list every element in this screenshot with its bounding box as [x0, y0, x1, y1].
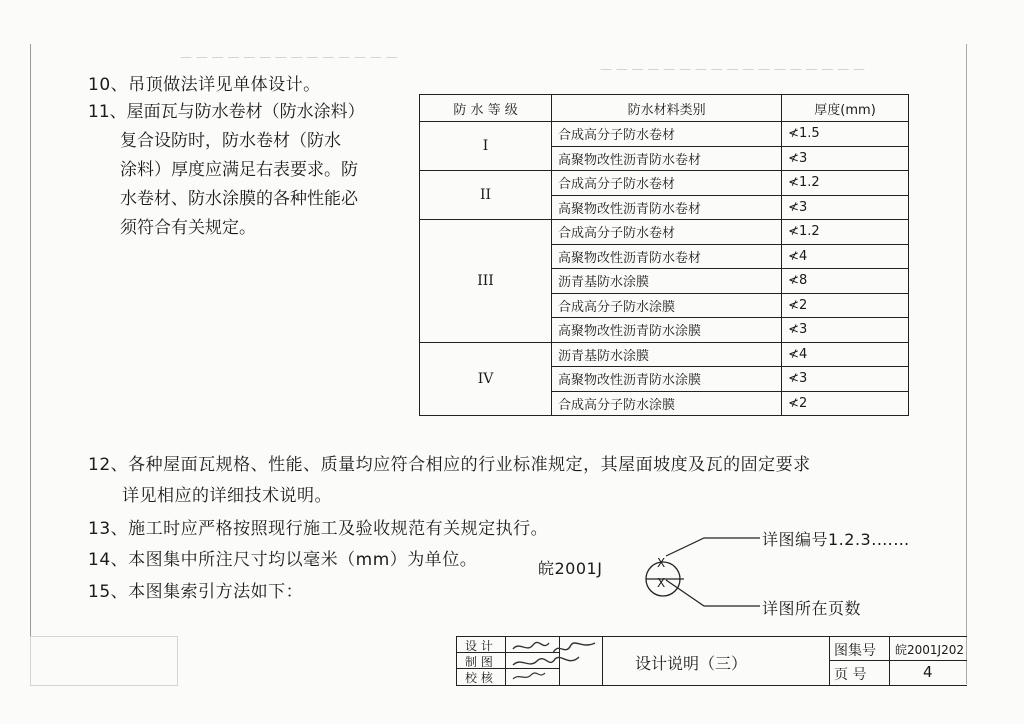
leader-lines	[660, 526, 770, 616]
note-10: 10、吊顶做法详见单体设计。	[88, 75, 321, 95]
thickness-cell: ≮1.2	[782, 220, 909, 245]
table-row	[420, 220, 909, 245]
detail-page-label: 详图所在页数	[762, 599, 862, 618]
material-cell: 合成高分子防水涂膜	[552, 293, 782, 318]
material-cell: 高聚物改性沥青防水涂膜	[552, 318, 782, 343]
check-label: 校 核	[465, 671, 493, 685]
thickness-cell: ≮8	[782, 269, 909, 294]
material-cell: 高聚物改性沥青防水涂膜	[552, 367, 782, 392]
waterproof-thickness-table	[419, 94, 909, 416]
thickness-cell: ≮3	[782, 146, 909, 171]
title-block	[456, 636, 967, 686]
divider	[889, 637, 890, 685]
atlas-no-label: 图集号	[834, 643, 876, 659]
note-11-line: 水卷材、防水涂膜的各种性能必	[120, 189, 358, 209]
divider	[829, 660, 967, 661]
thickness-cell: ≮3	[782, 195, 909, 220]
grade-cell: IV	[420, 342, 552, 416]
thickness-cell: ≮1.2	[782, 171, 909, 196]
header-thickness: 厚度(mm)	[782, 95, 909, 122]
note-13: 13、施工时应严格按照现行施工及验收规范有关规定执行。	[88, 519, 549, 539]
material-cell: 高聚物改性沥青防水卷材	[552, 146, 782, 171]
ghost-title-block	[30, 636, 178, 686]
note-11-line: 涂料）厚度应满足右表要求。防	[120, 160, 358, 180]
note-11-line: 复合设防时，防水卷材（防水	[120, 131, 341, 151]
table-row	[420, 171, 909, 196]
table-header-row	[420, 95, 909, 122]
material-cell: 沥青基防水涂膜	[552, 342, 782, 367]
grade-cell: II	[420, 171, 552, 220]
note-11-line: 须符合有关规定。	[120, 218, 256, 238]
divider	[829, 637, 830, 685]
note-11	[88, 98, 365, 243]
sheet-right-border	[966, 44, 967, 684]
atlas-no: 皖2001J202	[895, 643, 964, 657]
thickness-cell: ≮3	[782, 318, 909, 343]
material-cell: 合成高分子防水卷材	[552, 171, 782, 196]
note-12-line1: 12、各种屋面瓦规格、性能、质量均应符合相应的行业标准规定，其屋面坡度及瓦的固定要求	[88, 455, 811, 475]
bleed-through-text: — — — — — — — — — — — — — —	[180, 50, 398, 64]
thickness-cell: ≮4	[782, 244, 909, 269]
bleed-through-text: — — — — — — — — — — — — — — — — —	[600, 62, 866, 76]
divider	[602, 637, 603, 685]
grade-cell: I	[420, 122, 552, 171]
thickness-cell: ≮3	[782, 367, 909, 392]
page-no-label: 页 号	[834, 667, 867, 683]
thickness-cell: ≮1.5	[782, 122, 909, 147]
material-cell: 合成高分子防水卷材	[552, 122, 782, 147]
sheet-title: 设计说明（三）	[635, 654, 748, 673]
grade-cell: III	[420, 220, 552, 343]
header-material: 防水材料类别	[552, 95, 782, 122]
table-row	[420, 122, 909, 147]
page-no: 4	[923, 663, 933, 681]
note-11-line: 11、屋面瓦与防水卷材（防水涂料）	[88, 102, 365, 122]
handwritten-signature	[509, 639, 599, 683]
table-row	[420, 342, 909, 367]
thickness-cell: ≮4	[782, 342, 909, 367]
material-cell: 高聚物改性沥青防水卷材	[552, 195, 782, 220]
material-cell: 高聚物改性沥青防水卷材	[552, 244, 782, 269]
note-14: 14、本图集中所注尺寸均以毫米（mm）为单位。	[88, 550, 478, 570]
design-label: 设 计	[465, 639, 493, 653]
draw-label: 制 图	[465, 655, 493, 669]
note-15: 15、本图集索引方法如下：	[88, 582, 304, 602]
detail-number-label: 详图编号1.2.3.……	[762, 530, 910, 549]
thickness-cell: ≮2	[782, 391, 909, 416]
header-grade: 防 水 等 级	[420, 95, 552, 122]
thickness-cell: ≮2	[782, 293, 909, 318]
material-cell: 沥青基防水涂膜	[552, 269, 782, 294]
material-cell: 合成高分子防水卷材	[552, 220, 782, 245]
note-12-line2: 详见相应的详细技术说明。	[122, 486, 332, 506]
circle-top-text: X	[657, 556, 666, 570]
atlas-label: 皖2001J	[538, 559, 603, 578]
material-cell: 合成高分子防水涂膜	[552, 391, 782, 416]
circle-bottom-text: X	[657, 576, 666, 590]
